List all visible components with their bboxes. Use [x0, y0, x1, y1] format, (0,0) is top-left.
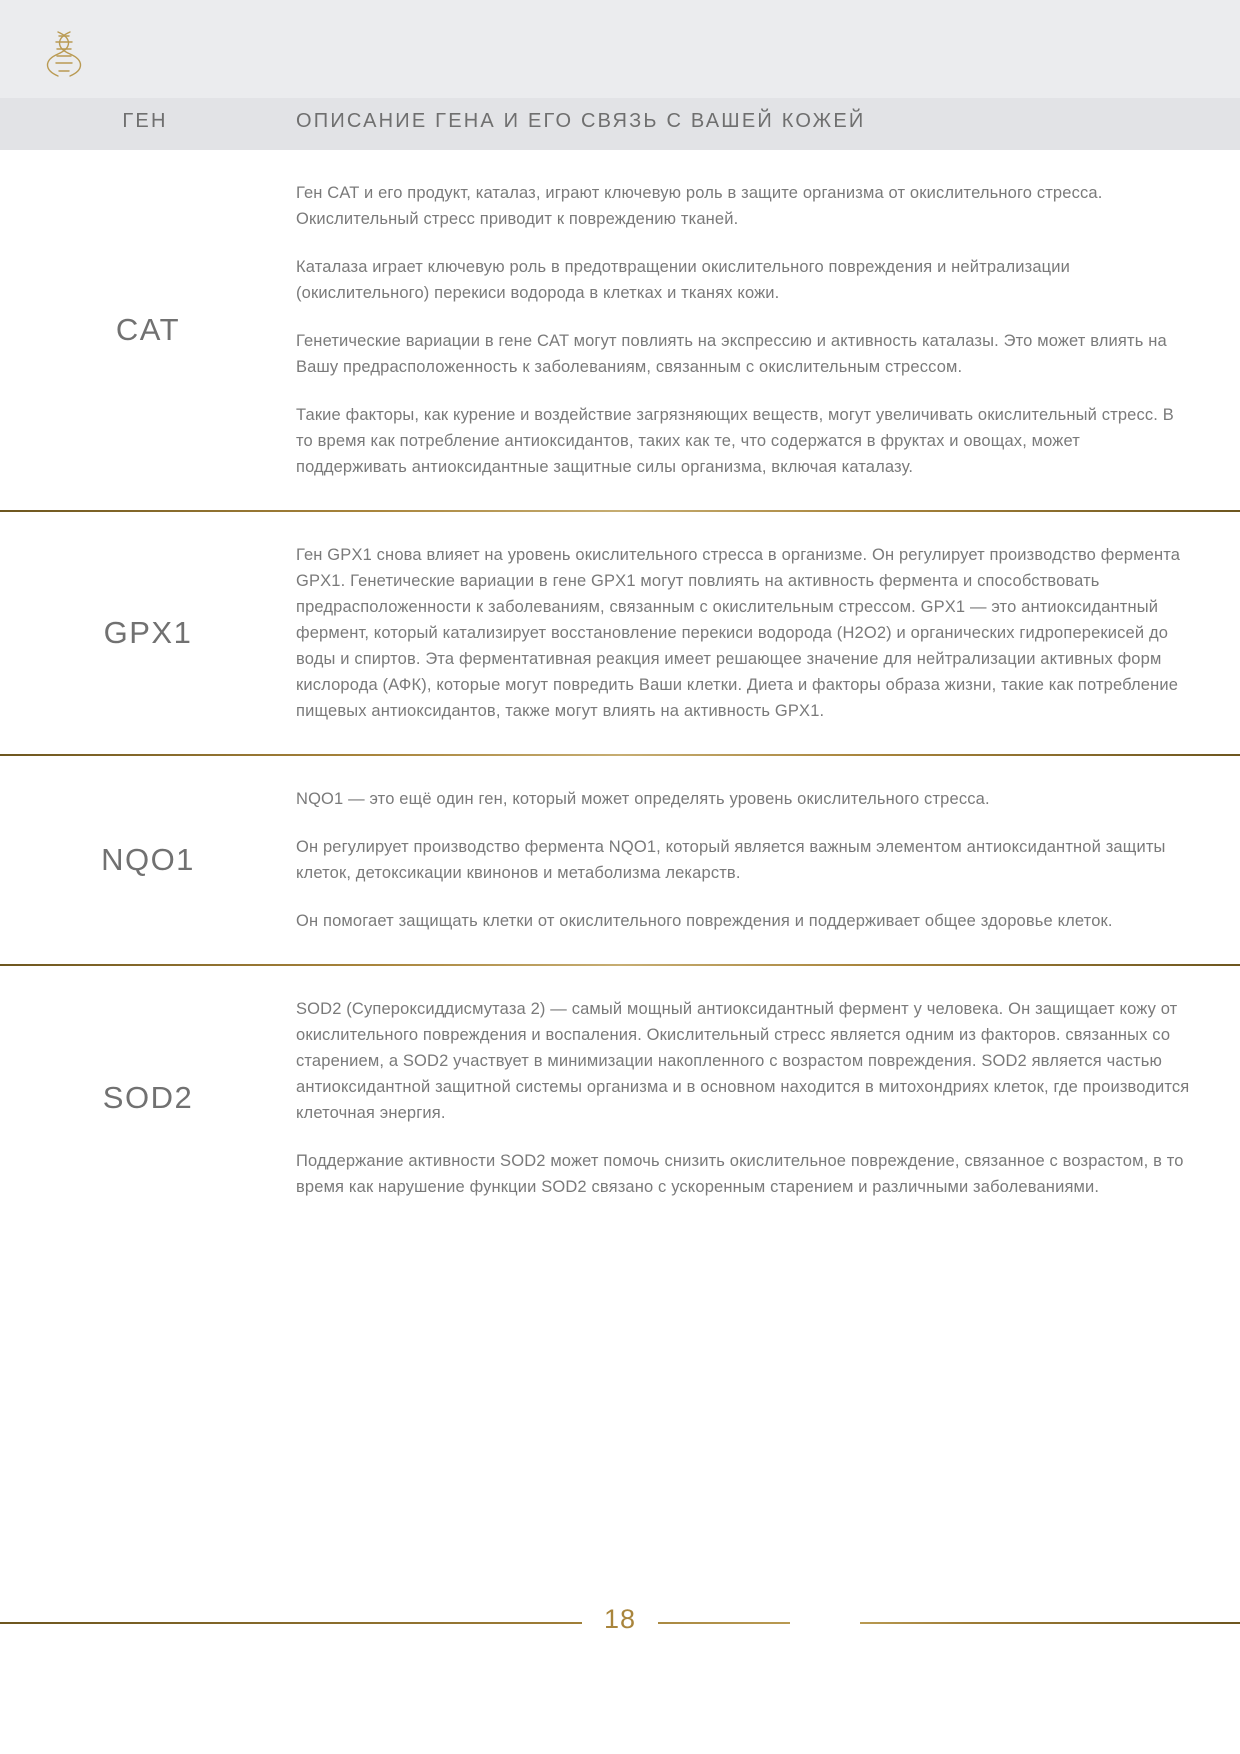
description-paragraph: SOD2 (Супероксиддисмутаза 2) — самый мощный антиоксидантный фермент у человека. Он защищает кожу от окислительного повреждения и воспаления. Окислительный стресс является одним из факторов. связанных со старением, а SOD2 участвует в минимизации накопленного с возрастом повреждения. SOD2 является частью антиоксидантной защитной системы организма и в основном находится в митохондриях клеток, где производится клеточная энергия.	[296, 1000, 1190, 1122]
table-row	[0, 756, 1240, 964]
gene-name: CAT	[115, 312, 181, 347]
description-paragraph: Каталаза играет ключевую роль в предотвращении окислительного повреждения и нейтрализации (окислительного) перекиси водорода в клетках и тканях кожи.	[296, 258, 1071, 302]
description-paragraph: NQO1 — это ещё один ген, который может определять уровень окислительного стресса.	[296, 790, 990, 808]
table-row	[0, 150, 1240, 510]
page-number-value: 18	[582, 1604, 658, 1634]
gene-name: NQO1	[101, 842, 195, 877]
gene-name: GPX1	[103, 615, 193, 650]
bottom-margin	[0, 1658, 1240, 1754]
description-paragraph: Генетические вариации в гене CAT могут повлиять на экспрессию и активность каталазы. Это может влиять на Вашу предрасположенность к заболеваниям, связанным с окислительным стрессом.	[296, 332, 1167, 376]
page-number	[0, 1604, 1240, 1635]
gene-description	[296, 966, 1240, 1230]
gene-name: SOD2	[102, 1080, 194, 1115]
footer	[0, 1604, 1240, 1644]
description-paragraph: Он регулирует производство фермента NQO1, который является важным элементом антиоксидантной защиты клеток, детоксикации квинонов и метаболизма лекарств.	[296, 838, 1166, 882]
table-header-row	[0, 98, 1240, 150]
column-header-description: ОПИСАНИЕ ГЕНА И ЕГО СВЯЗЬ С ВАШЕЙ КОЖЕЙ	[296, 110, 866, 132]
gene-description	[296, 150, 1240, 510]
table-row	[0, 512, 1240, 754]
table-row	[0, 966, 1240, 1230]
gene-table	[0, 150, 1240, 1230]
column-header-gene: ГЕН	[122, 110, 168, 132]
dna-helix-icon	[42, 28, 86, 80]
description-paragraph: Поддержание активности SOD2 может помочь снизить окислительное повреждение, связанное с возрастом, в то время как нарушение функции SOD2 связано с ускоренным старением и различными заболеваниями.	[296, 1152, 1184, 1196]
gene-description	[296, 512, 1240, 754]
description-paragraph: Такие факторы, как курение и воздействие загрязняющих веществ, могут увеличивать окислительный стресс. В то время как потребление антиоксидантов, таких как те, что содержатся в фруктах и овощах, может поддерживать антиоксидантные защитные силы организма, включая каталазу.	[296, 406, 1174, 476]
description-paragraph: Ген CAT и его продукт, каталаз, играют ключевую роль в защите организма от окислительного стресса. Окислительный стресс приводит к повреждению тканей.	[296, 184, 1103, 228]
top-band	[0, 0, 1240, 98]
description-paragraph: Ген GPX1 снова влияет на уровень окислительного стресса в организме. Он регулирует производство фермента GPX1. Генетические вариации в гене GPX1 могут повлиять на активность фермента и способствовать предрасположенности к заболеваниям, связанным с окислительным стрессом. GPX1 — это антиоксидантный фермент, который катализирует восстановление перекиси водорода (H2O2) и органических гидроперекисей до воды и спиртов. Эта ферментативная реакция имеет решающее значение для нейтрализации активных форм кислорода (АФК), которые могут повредить Ваши клетки. Диета и факторы образа жизни, такие как потребление пищевых антиоксидантов, также могут влиять на активность GPX1.	[296, 546, 1181, 720]
description-paragraph: Он помогает защищать клетки от окислительного повреждения и поддерживает общее здоровье клеток.	[296, 912, 1113, 930]
gene-description	[296, 756, 1240, 964]
